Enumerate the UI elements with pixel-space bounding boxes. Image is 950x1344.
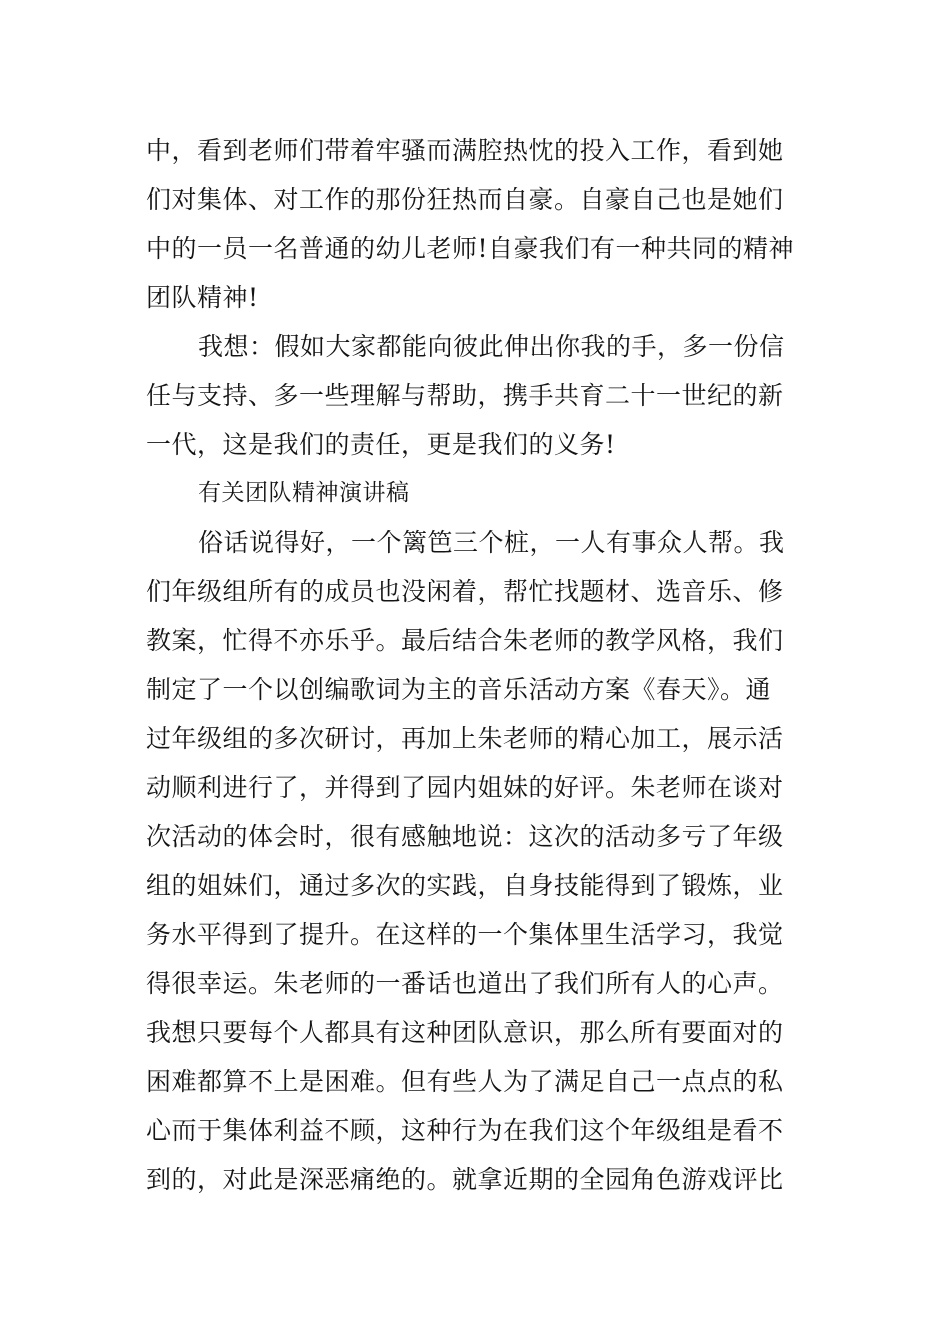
text-line: 组的姐妹们，通过多次的实践，自身技能得到了锻炼，业 [146, 871, 784, 900]
text-line: 我想只要每个人都具有这种团队意识，那么所有要面对的 [146, 1018, 784, 1047]
text-line: 一代，这是我们的责任，更是我们的义务! [146, 430, 616, 459]
paragraph-wish [146, 322, 806, 469]
text-line: 中，看到老师们带着牢骚而满腔热忱的投入工作，看到她 [146, 136, 784, 165]
text-line: 们年级组所有的成员也没闲着，帮忙找题材、选音乐、修 [146, 577, 784, 606]
text-line: 到的，对此是深恶痛绝的。就拿近期的全园角色游戏评比 [146, 1165, 784, 1194]
text-line: 得很幸运。朱老师的一番话也道出了我们所有人的心声。 [146, 969, 784, 998]
text-line: 务水平得到了提升。在这样的一个集体里生活学习，我觉 [146, 920, 784, 949]
paragraph-speech [146, 518, 806, 1204]
paragraph-continuation [146, 126, 806, 322]
text-line: 任与支持、多一些理解与帮助，携手共育二十一世纪的新 [146, 381, 784, 410]
text-line: 教案，忙得不亦乐乎。最后结合朱老师的教学风格，我们 [146, 626, 784, 655]
text-line: 困难都算不上是困难。但有些人为了满足自己一点点的私 [146, 1067, 784, 1096]
text-line: 团队精神! [146, 283, 259, 312]
text-line: 俗话说得好，一个篱笆三个桩，一人有事众人帮。我 [198, 528, 785, 557]
document-body [146, 126, 806, 1204]
text-line: 次活动的体会时，很有感触地说：这次的活动多亏了年级 [146, 822, 784, 851]
text-line: 中的一员一名普通的幼儿老师!自豪我们有一种共同的精神 [146, 234, 795, 263]
text-line: 制定了一个以创编歌词为主的音乐活动方案《春天》。通 [146, 675, 772, 704]
text-line: 们对集体、对工作的那份狂热而自豪。自豪自己也是她们 [146, 185, 784, 214]
text-line: 动顺利进行了，并得到了园内姐妹的好评。朱老师在谈对 [146, 773, 784, 802]
text-line: 我想：假如大家都能向彼此伸出你我的手，多一份信 [198, 332, 785, 361]
section-title: 有关团队精神演讲稿 [198, 480, 410, 506]
text-line: 心而于集体利益不顾，这种行为在我们这个年级组是看不 [146, 1116, 784, 1145]
text-line: 过年级组的多次研讨，再加上朱老师的精心加工，展示活 [146, 724, 784, 753]
